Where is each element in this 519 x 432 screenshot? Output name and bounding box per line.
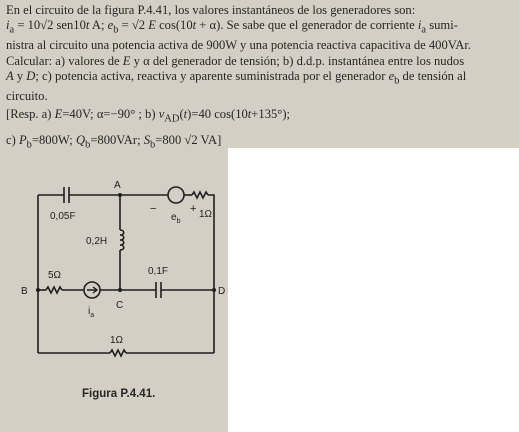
problem-statement — [6, 3, 513, 104]
answer-line-2: c) $P_b=800W$; $Q_b=800VAr$; $S_b=800$ √2 VA] — [6, 132, 222, 151]
label-node-b: B — [21, 286, 28, 297]
label-res-bottom: 1Ω — [110, 335, 124, 346]
blank-area — [228, 148, 519, 432]
problem-line-6: circuito. — [6, 89, 48, 104]
label-node-d: D — [218, 286, 226, 297]
problem-line-2: $i_a = 10√2$ sen10t A; $e_b = √2$ E cos(10t + α). Se sabe que el generador de corriente $i_a$ sumi- — [6, 18, 458, 36]
problem-line-3: nistra al circuito una potencia activa de 900W y una potencia reactiva capacitiva de 400VAr. — [6, 38, 471, 53]
label-cap-top: 0,05F — [50, 211, 76, 222]
problem-line-5: A y D; c) potencia activa, reactiva y aparente suministrada por el generador $e_b$ de tensión al — [6, 69, 467, 87]
answer-line-1: [Resp. a) E=40V; α=−90° ; b) $v_{AD}(t)=40$ cos(10t+135°); — [6, 107, 291, 125]
label-node-a: A — [114, 180, 121, 191]
label-source-plus: + — [190, 203, 197, 215]
circuit-diagram — [0, 160, 228, 404]
label-res-top: 1Ω — [199, 209, 213, 220]
node-b-dot — [36, 288, 40, 292]
current-arrow-icon — [87, 287, 97, 293]
node-d-dot — [212, 288, 216, 292]
label-current-ia: $i_a$ — [88, 306, 95, 319]
label-node-c: C — [116, 300, 124, 311]
node-c-dot — [118, 288, 122, 292]
label-res-left: 5Ω — [48, 270, 62, 281]
label-cap-right: 0,1F — [148, 266, 169, 277]
node-a-dot — [118, 193, 122, 197]
problem-line-4: Calcular: a) valores de E y α del generador de tensión; b) d.d.p. instantánea entre los nudos — [6, 53, 465, 68]
figure-caption: Figura P.4.41. — [82, 388, 156, 400]
label-inductor: 0,2H — [86, 236, 108, 247]
label-source-eb: $e_b$ — [171, 212, 181, 225]
label-source-minus: − — [150, 203, 157, 215]
problem-line-1: En el circuito de la figura P.4.41, los valores instantáneos de los generadores son: — [6, 3, 416, 17]
